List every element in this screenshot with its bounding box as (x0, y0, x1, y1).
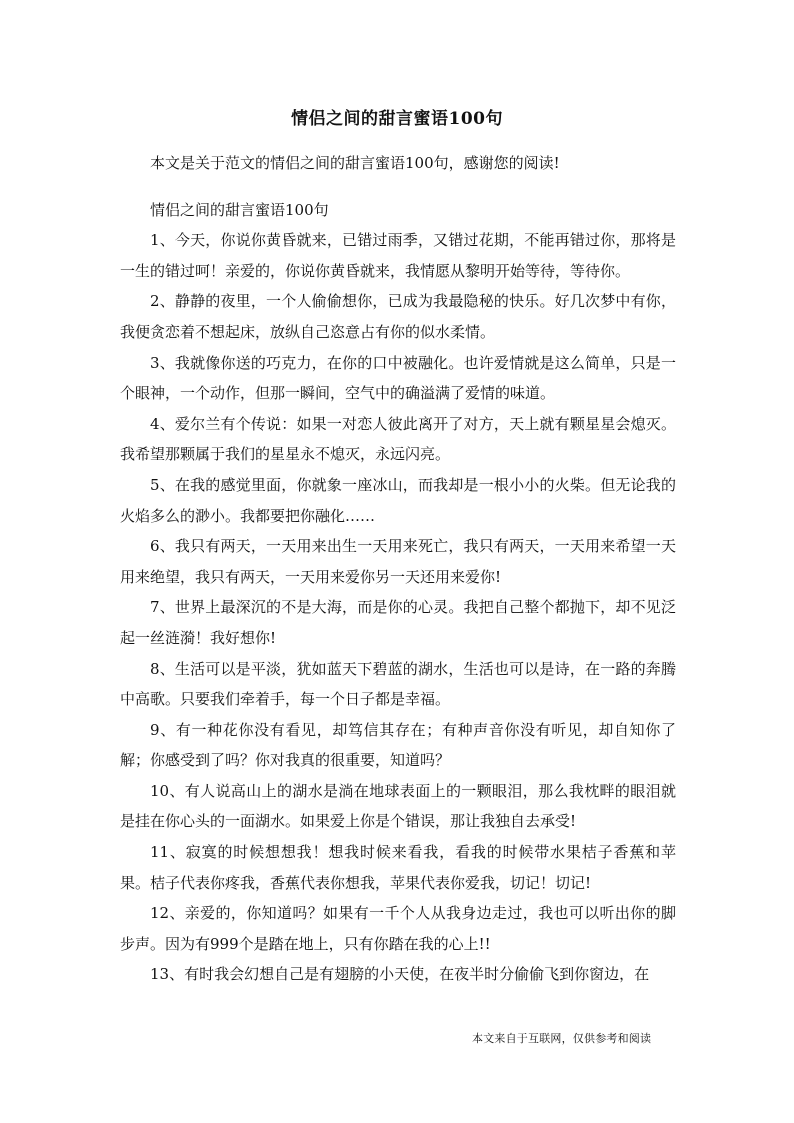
list-item: 7、世界上最深沉的不是大海，而是你的心灵。我把自己整个都抛下，却不见泛起一丝涟漪！我好想你! (120, 598, 676, 647)
footer-note: 本文来自于互联网，仅供参考和阅读 (472, 1032, 652, 1045)
list-item: 2、静静的夜里，一个人偷偷想你，已成为我最隐秘的快乐。好几次梦中有你，我便贪恋着不想起床，放纵自己恣意占有你的似水柔情。 (120, 292, 676, 341)
list-item: 12、亲爱的，你知道吗？如果有一千个人从我身边走过，我也可以听出你的脚步声。因为有999个是踏在地上，只有你踏在我的心上!! (120, 904, 676, 953)
list-item: 4、爱尔兰有个传说：如果一对恋人彼此离开了对方，天上就有颗星星会熄灭。我希望那颗属于我们的星星永不熄灭，永远闪亮。 (120, 414, 676, 464)
list-item: 6、我只有两天，一天用来出生一天用来死亡，我只有两天，一天用来希望一天用来绝望，我只有两天，一天用来爱你另一天还用来爱你! (120, 537, 676, 586)
list-item: 11、寂寞的时候想想我！想我时候来看我，看我的时候带水果桔子香蕉和苹果。桔子代表你疼我，香蕉代表你想我，苹果代表你爱我，切记！切记! (120, 843, 676, 892)
list-item: 9、有一种花你没有看见，却笃信其存在；有种声音你没有听见，却自知你了解；你感受到了吗？你对我真的很重要，知道吗？ (120, 720, 676, 770)
intro-paragraph: 本文是关于范文的情侣之间的甜言蜜语100句，感谢您的阅读! (150, 154, 560, 172)
list-item: 8、生活可以是平淡，犹如蓝天下碧蓝的湖水，生活也可以是诗，在一路的奔腾中高歌。只要我们牵着手，每一个日子都是幸福。 (120, 659, 676, 709)
list-item: 3、我就像你送的巧克力，在你的口中被融化。也许爱情就是这么简单，只是一个眼神，一个动作，但那一瞬间，空气中的确溢满了爱情的味道。 (120, 353, 676, 403)
list-item: 5、在我的感觉里面，你就象一座冰山，而我却是一根小小的火柴。但无论我的火焰多么的渺小。我都要把你融化…… (120, 475, 676, 525)
list-item: 10、有人说高山上的湖水是淌在地球表面上的一颗眼泪，那么我枕畔的眼泪就是挂在你心头的一面湖水。如果爱上你是个错误，那让我独自去承受! (120, 781, 676, 831)
document-body (120, 148, 676, 990)
list-item: 13、有时我会幻想自己是有翅膀的小天使，在夜半时分偷偷飞到你窗边，在 (150, 965, 650, 984)
document-title: 情侣之间的甜言蜜语100句 (291, 109, 503, 129)
list-item: 1、今天，你说你黄昏就来，已错过雨季，又错过花期，不能再错过你，那将是一生的错过呵！亲爱的，你说你黄昏就来，我情愿从黎明开始等待，等待你。 (120, 231, 676, 280)
subtitle-line: 情侣之间的甜言蜜语100句 (150, 200, 329, 219)
